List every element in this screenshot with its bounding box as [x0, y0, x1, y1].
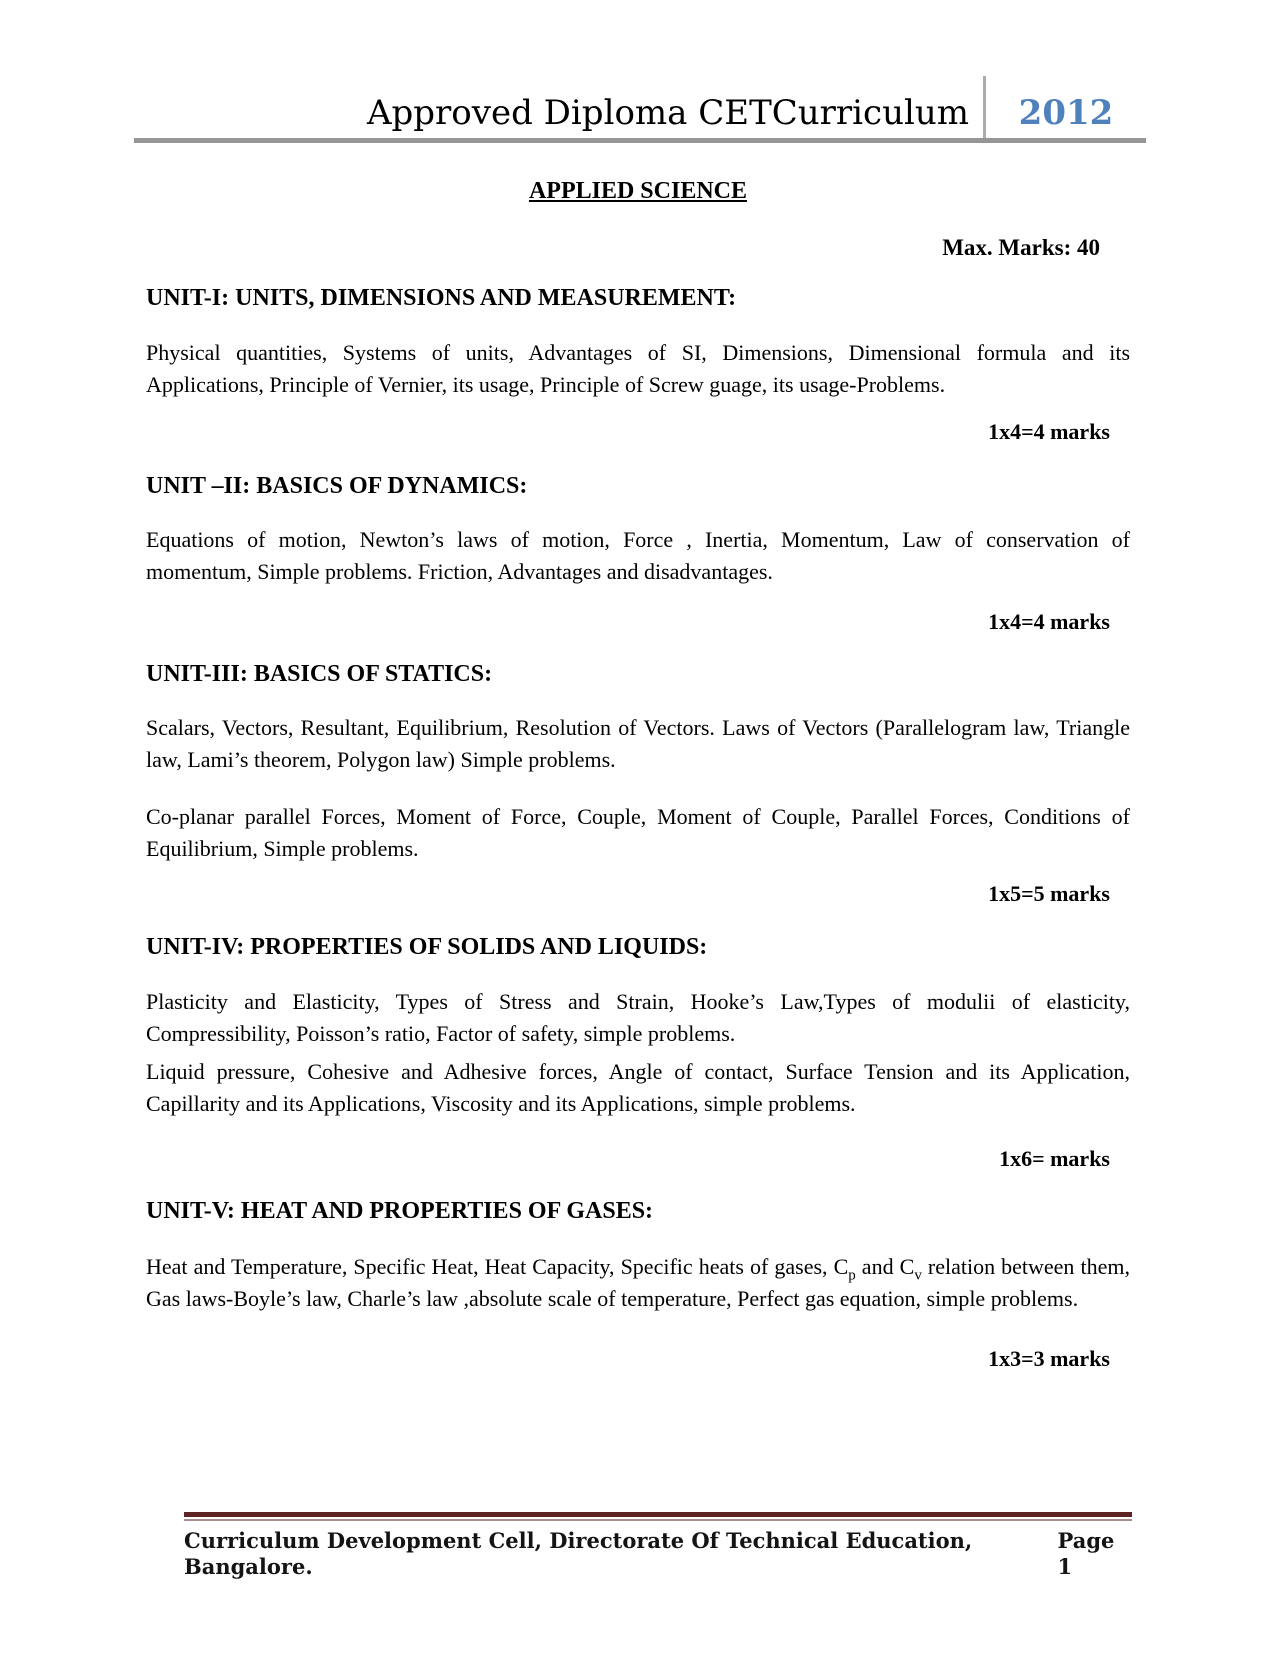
unit-1-heading: UNIT-I: UNITS, DIMENSIONS AND MEASUREMENT:	[146, 285, 737, 311]
unit-5-text-2: and C	[855, 1254, 915, 1279]
footer-rule	[184, 1512, 1132, 1521]
header-year: 2012	[1018, 93, 1114, 133]
unit-5-heading: UNIT-V: HEAT AND PROPERTIES OF GASES:	[146, 1198, 654, 1224]
page-number: Page 1	[1057, 1528, 1115, 1579]
page-footer	[184, 1512, 1132, 1580]
unit-5-subscript-v: v	[914, 1267, 922, 1284]
header-year-box	[986, 94, 1146, 138]
unit-4-heading: UNIT-IV: PROPERTIES OF SOLIDS AND LIQUIDS:	[146, 934, 708, 960]
unit-4-paragraph-2: Liquid pressure, Cohesive and Adhesive forces, Angle of contact, Surface Tension and its Application, Capillarity and its Applications, Viscosity and its Applications, simple problems.	[146, 1059, 1130, 1116]
unit-2-paragraph: Equations of motion, Newton’s laws of motion, Force , Inertia, Momentum, Law of conservation of momentum, Simple problems. Friction, Advantages and disadvantages.	[146, 527, 1130, 584]
unit-2-marks: 1x4=4 marks	[988, 609, 1110, 634]
unit-3-heading: UNIT-III: BASICS OF STATICS:	[146, 661, 493, 687]
unit-3-paragraph-1: Scalars, Vectors, Resultant, Equilibrium, Resolution of Vectors. Laws of Vectors (Parallelogram law, Triangle law, Lami’s theorem, Polygon law) Simple problems.	[146, 715, 1130, 772]
unit-3-paragraph-2: Co-planar parallel Forces, Moment of Force, Couple, Moment of Couple, Parallel Forces, Conditions of Equilibrium, Simple problems.	[146, 804, 1130, 861]
unit-4-paragraph-1: Plasticity and Elasticity, Types of Stress and Strain, Hooke’s Law,Types of modulii of elasticity, Compressibility, Poisson’s ratio, Factor of safety, simple problems.	[146, 989, 1130, 1046]
footer-row	[184, 1528, 1132, 1580]
unit-5-marks: 1x3=3 marks	[988, 1346, 1110, 1371]
unit-5-subscript-p: p	[848, 1267, 856, 1284]
header-title: Approved Diploma CETCurriculum	[366, 93, 969, 133]
unit-4-marks: 1x6= marks	[999, 1146, 1110, 1171]
unit-2-heading: UNIT –II: BASICS OF DYNAMICS:	[146, 473, 528, 499]
document-body	[146, 176, 1130, 1374]
unit-1-marks: 1x4=4 marks	[988, 419, 1110, 444]
unit-5-text-3: relation between them, Gas laws-Boyle’s law, Charle’s law ,absolute scale of temperature, Perfect gas equation, simple problems.	[146, 1254, 1130, 1311]
page-header	[134, 76, 1146, 138]
unit-1-paragraph: Physical quantities, Systems of units, Advantages of SI, Dimensions, Dimensional formula and its Applications, Principle of Vernier, its usage, Principle of Screw guage, its usage-Problems.	[146, 340, 1130, 397]
header-rule	[134, 138, 1146, 143]
unit-5-text-1: Heat and Temperature, Specific Heat, Heat Capacity, Specific heats of gases, C	[146, 1254, 849, 1279]
footer-text: Curriculum Development Cell, Directorate Of Technical Education, Bangalore.	[184, 1528, 973, 1579]
max-marks: Max. Marks: 40	[942, 235, 1100, 260]
document-title: APPLIED SCIENCE	[528, 178, 748, 204]
unit-3-marks: 1x5=5 marks	[988, 881, 1110, 906]
unit-5-paragraph	[146, 1251, 1130, 1315]
